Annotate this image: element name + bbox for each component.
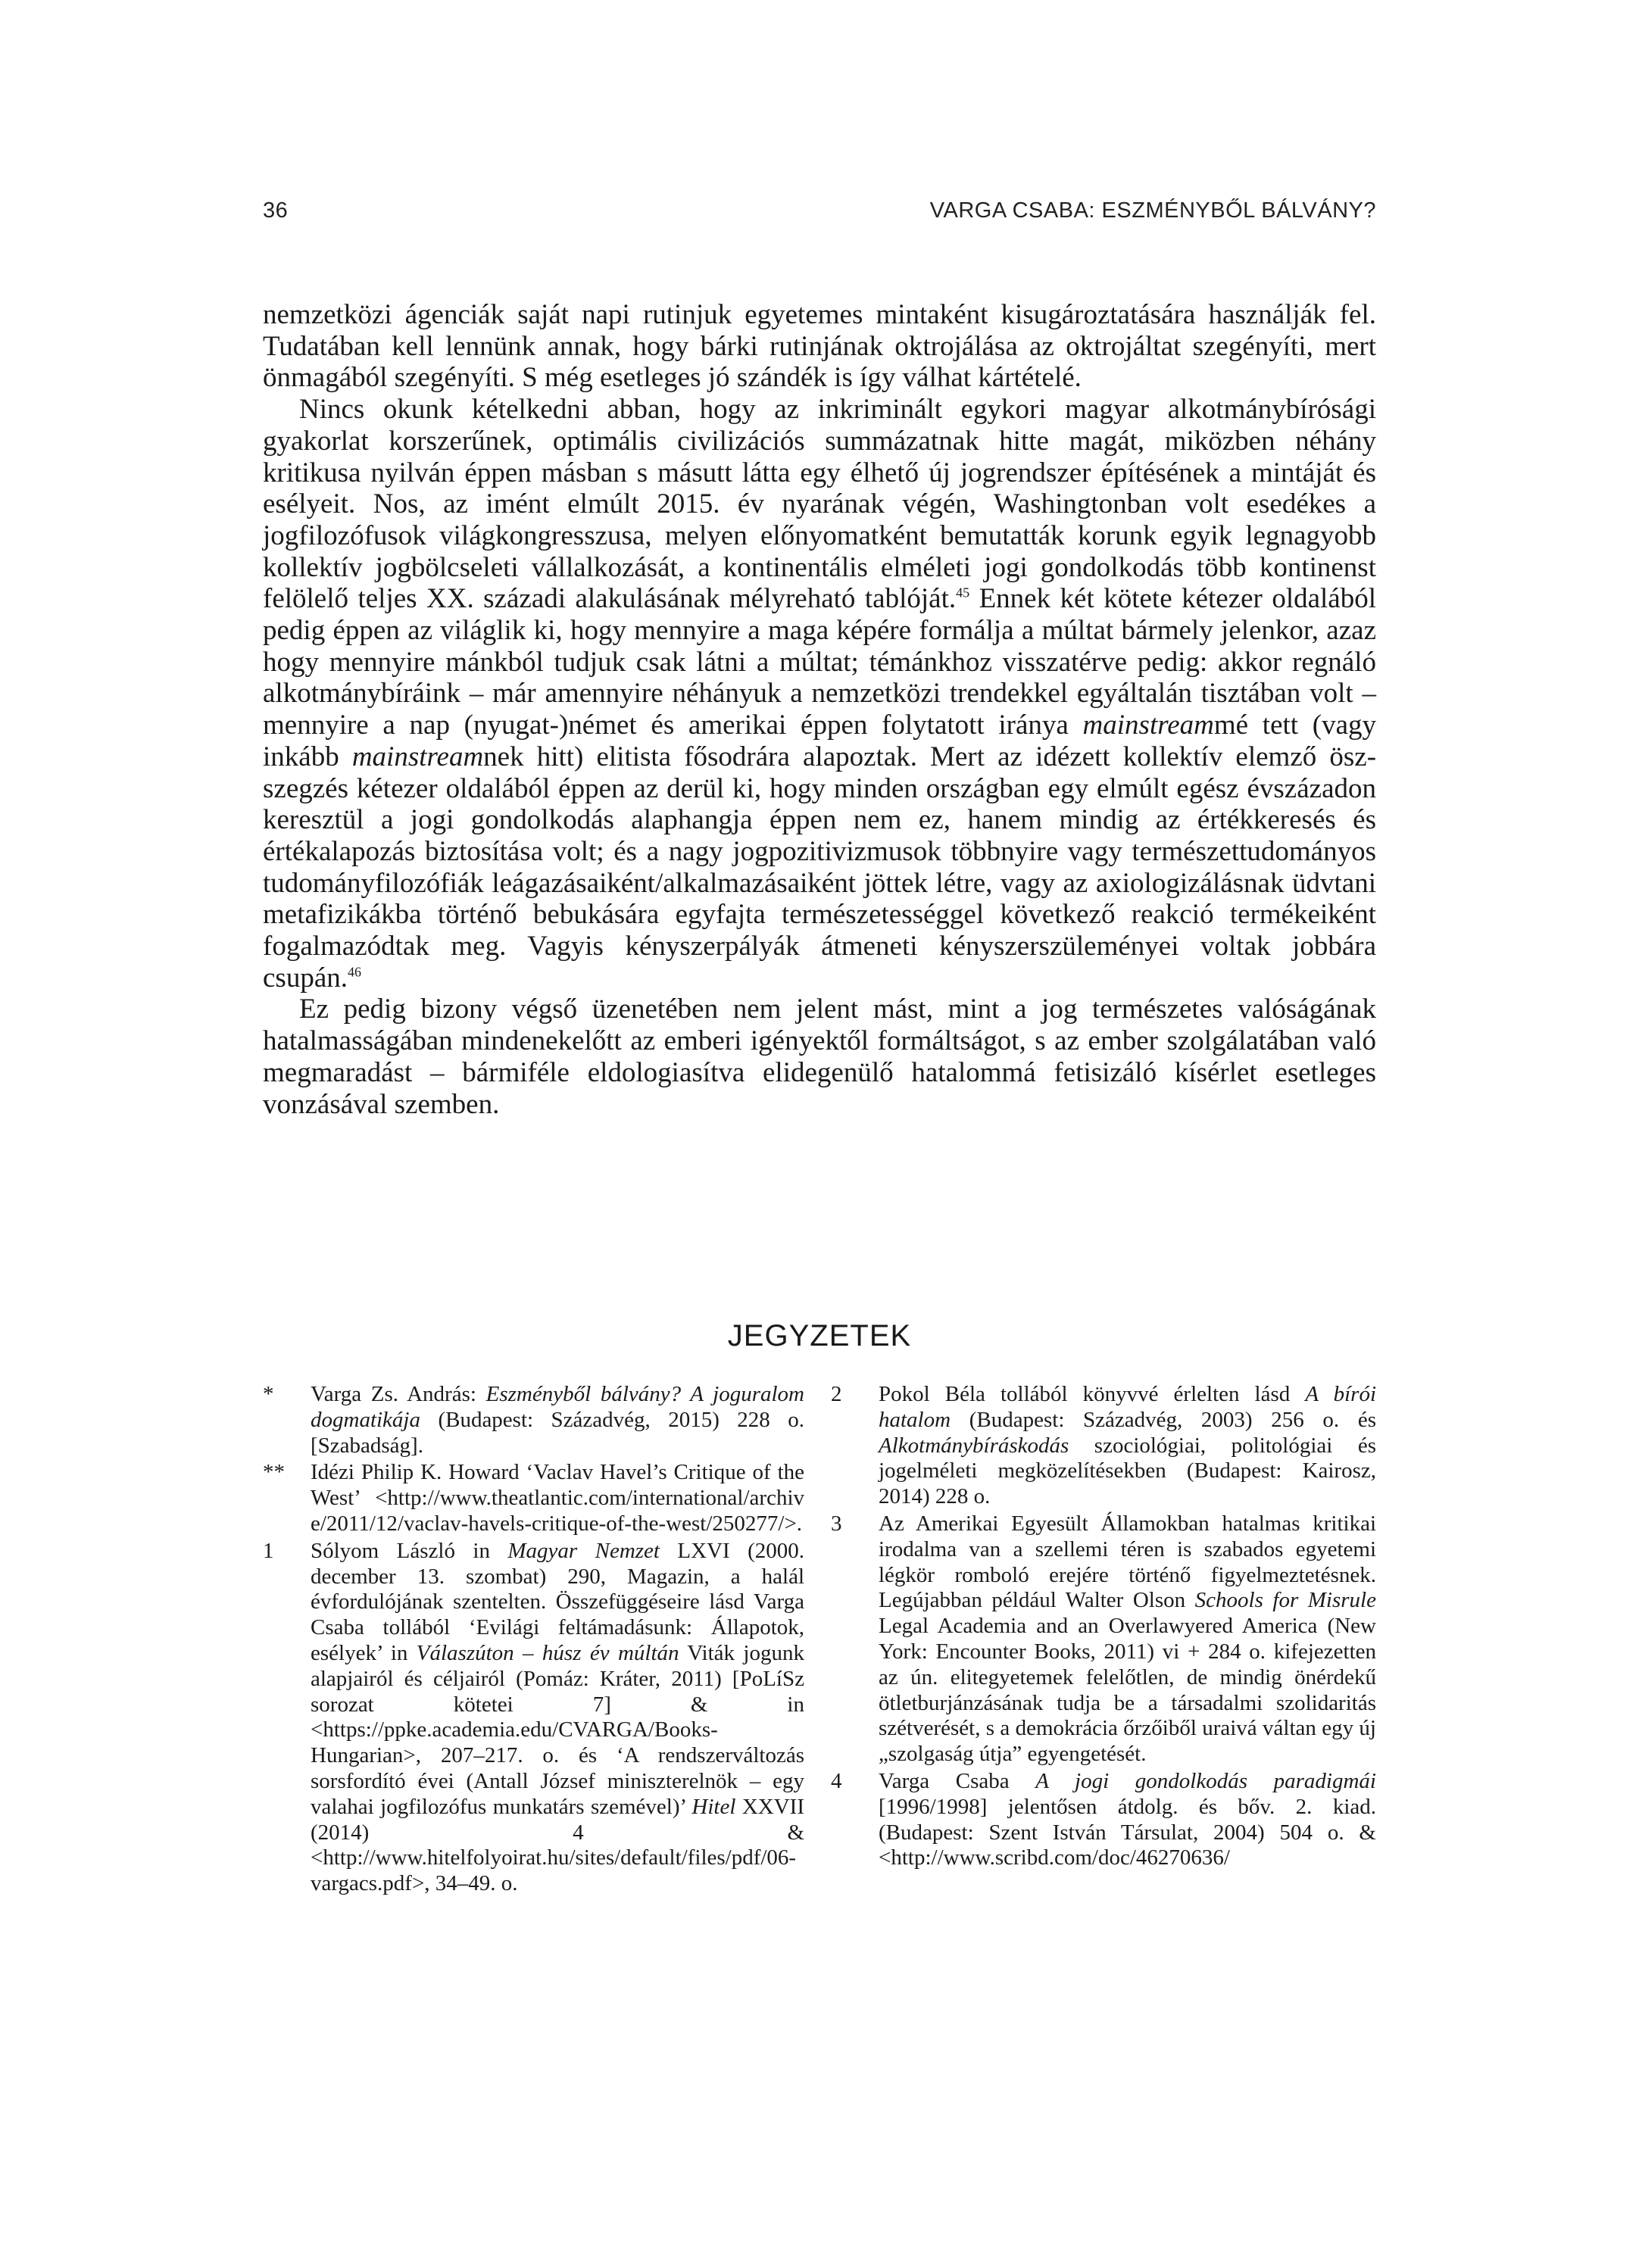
note-3: [831, 1511, 1376, 1767]
note-title: Schools for Misrule: [1194, 1588, 1376, 1613]
note-text: Viták jogunk alapjairól és céljairól (Pomáz: Kráter, 2011) [PoLíSz sorozat kötetei 7] & in <https://ppke.academia.edu/CVARGA/Books-Hungarian>, 207–217. o. és ‘A rendszerváltozás sorsfordító évei (Antall József miniszterelnök – egy valahai jogfilozófus munkatárs szemével)’: [311, 1640, 804, 1819]
note-text: LXVI (2000. december 13. szombat) 290, Magazin, a halál évfordulójának szentelten. Összefüggéseire lásd Varga Csaba tollából ‘Evilági feltámadásunk: Állapotok, esélyek’ in: [311, 1538, 804, 1665]
paragraph-2-text-a: Nincs okunk kételkedni abban, hogy az inkriminált egykori magyar alkotmánybírósági gyakorlat korszerűnek, optimális civilizációs summázatnak hitte magát, miközben néhány kritikusa nyilván éppen másban s másutt látta egy élhető új jogrendszer építésének a mintáját és esélyeit. Nos, az imént elmúlt 2015. év nyarának végén, Washingtonban volt esedékes a jogfilozófusok világkongresszusa, melyen előnyomatként bemutatták korunk egyik legnagyobb kollektív jogbölcseleti vállalkozását, a kontinentális elméleti jogi gondolkodás több kontinenst felölelő teljes XX. századi alakulásának mélyreható tablóját.: [263, 394, 1376, 615]
term-mainstream: mainstream: [351, 741, 484, 772]
note-text: Varga Csaba: [879, 1768, 1036, 1793]
paragraph-1: nemzetközi ágenciák saját napi rutinjuk egyetemes mintaként kisugároztatására használják fel. Tudatában kell lennünk annak, hogy bárki rutinjának oktrojálása az oktrojáltat szegényíti, mert önmagából szegényíti. S még esetleges jó szándék is így válhat kártételé.: [263, 299, 1376, 394]
note-text: (Budapest: Századvég, 2003) 256 o. és: [951, 1407, 1376, 1432]
note-marker: 4: [831, 1768, 842, 1793]
note-text: szociológiai, politológiai és jogelméleti megközelítésekben (Budapest: Kairosz, 2014) 228 o.: [879, 1433, 1376, 1509]
footnote-ref-46[interactable]: 46: [348, 964, 361, 980]
note-text: Sólyom László in: [311, 1538, 508, 1563]
note-text: XXVII (2014) 4 & <http://www.hitelfolyoirat.hu/sites/default/files/pdf/06-vargacs.pdf>, 34–49. o.: [311, 1794, 804, 1896]
note-title: Válaszúton – húsz év múltán: [416, 1640, 679, 1665]
page-number: 36: [263, 198, 289, 223]
running-title: VARGA CSABA: ESZMÉNYBŐL BÁLVÁNY?: [929, 198, 1376, 223]
note-text: Az Amerikai Egyesült Államokban hatalmas kritikai irodalma van a szellemi téren is szabados egyetemi légkör romboló erejére történő figyelmeztetésnek. Legújabban például Walter Olson: [879, 1511, 1376, 1613]
note-star: [263, 1382, 804, 1458]
notes-column-right: [831, 1382, 1376, 1873]
note-title: A bírói hatalom: [879, 1382, 1376, 1432]
note-marker: *: [263, 1382, 274, 1406]
paragraph-2-text-d: nek hitt) elitista fősodrára alapoztak. Mert az idézett kollektív elemző öszszegzés kétezer oldalából éppen az derül ki, hogy minden országban egy elmúlt egész évszázadon keresztül a jogi gondolkodás alaphangja éppen nem ez, hanem mindig az értékkeresés és értékalapozás biztosítása volt; és a nagy jogpozitivizmusok többnyire vagy természettudományos tudományfilozófiák leágazásaiként/alkalmazásaiként jöttek létre, vagy az axiologizálásnak üdvtani metafizikákba történő bebukására egyfajta természetességgel következő reakció termékeiként fogalmazódtak meg. Vagyis kényszerpályák átmeneti kényszerszüleményei voltak jobbára csupán.: [263, 741, 1377, 994]
paragraph-3: Ez pedig bizony végső üzenetében nem jelent mást, mint a jog természetes valóságának hatalmasságában mindenekelőtt az emberi igényektől formáltságot, s az ember szolgálatában való megmaradást – bármiféle eldologiasítva elidegenülő hatalommá fetisizáló kísérlet esetleges vonzásával szemben.: [263, 994, 1376, 1120]
note-2: [831, 1382, 1376, 1510]
footnote-ref-45[interactable]: 45: [956, 585, 970, 601]
note-marker: 1: [263, 1538, 274, 1563]
paragraph-2: [263, 394, 1376, 994]
note-text: Varga Zs. András:: [311, 1382, 486, 1406]
note-text: [1996/1998] jelentősen átdolg. és bőv. 2. kiad. (Budapest: Szent István Társulat, 2004) 504 o. & <http://www.scribd.com/doc/46270636/: [879, 1794, 1376, 1870]
note-title: Magyar Nemzet: [507, 1538, 660, 1563]
notes-column-left: [263, 1382, 804, 1898]
body-text: [263, 299, 1376, 1120]
note-text: Legal Academia and an Overlawyered America (New York: Encounter Books, 2011) vi + 284 o. kifejezetten az ún. elitegyetemek felelőtlen, de mindig önérdekű ötletburjánzásának tudja be a társadalmi szolidaritás szétverését, s a demokrácia őrzőiből uraivá váltan egy új „szolgaság útja” egyengetését.: [879, 1614, 1376, 1767]
note-title: A jogi gondolkodás paradigmái: [1035, 1768, 1376, 1793]
note-title: Eszményből bálvány? A joguralom dogmatikája: [311, 1382, 804, 1432]
paragraph-2-text-c: mé tett (vagy inkább: [263, 710, 1376, 772]
note-text: Pokol Béla tollából könyvvé érlelten lásd: [879, 1382, 1306, 1406]
note-title: Hitel: [691, 1794, 736, 1819]
note-text: (Budapest: Századvég, 2015) 228 o. [Szabadság].: [311, 1407, 804, 1458]
note-text: Idézi Philip K. Howard ‘Vaclav Havel’s Critique of the West’ <http://www.theatlantic.com/international/archive/2011/12/vaclav-havels-critique-of-the-west/250277/>.: [311, 1460, 804, 1536]
note-4: [831, 1769, 1376, 1871]
notes-heading: JEGYZETEK: [727, 1319, 912, 1352]
note-marker: 3: [831, 1511, 842, 1536]
note-double-star: [263, 1460, 804, 1536]
note-1: [263, 1539, 804, 1897]
note-marker: **: [263, 1460, 285, 1485]
paragraph-2-text-b: Ennek két kötete kétezer oldalából pedig éppen az világlik ki, hogy mennyire a maga képére formálja a múltat bármely jelenkor, azaz hogy mennyire mánkból tudjuk csak látni a múltat; témánkhoz visszatérve pedig: akkor regnáló alkotmánybíráink – már amennyire néhányuk a nemzetközi trendekkel egyáltalán tisztában volt – mennyire a nap (nyugat-)német és amerikai éppen folytatott iránya: [263, 583, 1377, 741]
term-mainstream: mainstream: [1082, 710, 1214, 741]
running-header: [263, 198, 1376, 232]
note-title: Alkotmánybíráskodás: [879, 1433, 1069, 1458]
note-marker: 2: [831, 1382, 842, 1406]
